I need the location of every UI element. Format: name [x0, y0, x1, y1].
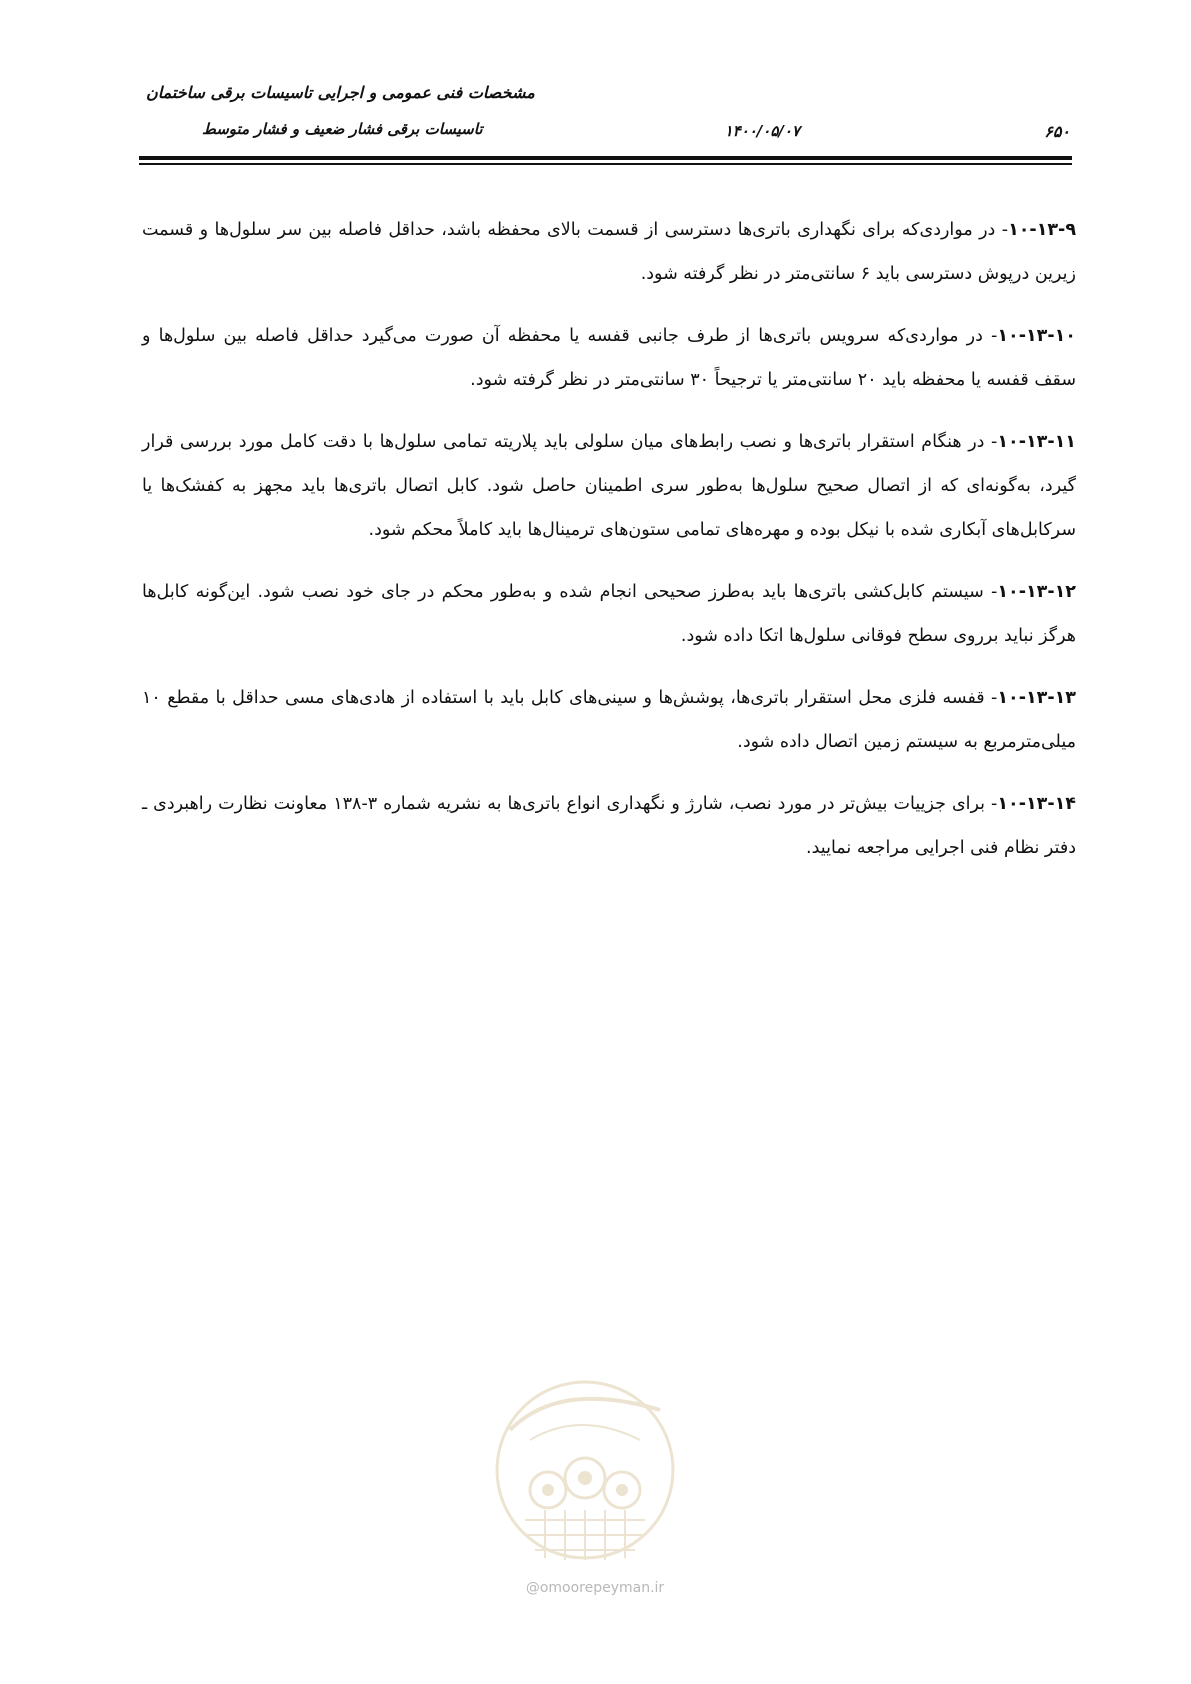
watermark-url: @omoorepeyman.ir [525, 1580, 665, 1596]
clause-text: - در مواردی‌که برای نگهداری باتری‌ها دسترسی از قسمت بالای محفظه باشد، حداقل فاصله بین سر سلول‌ها و قسمت زیرین درپوش دسترسی باید ۶ سانتی‌متر در نظر گرفته شود. [142, 220, 1076, 284]
header-rule-thin [139, 163, 1072, 165]
page-number: ۶۵۰ [1044, 122, 1070, 141]
watermark-logo-icon [490, 1370, 680, 1570]
clause-number: ۱۰-۱۳-۱۱ [997, 432, 1076, 452]
clause-text: - سیستم کابل‌کشی باتری‌ها باید به‌طرز صحیحی انجام شده و به‌طور محکم در جای خود نصب شود. این‌گونه کابل‌ها هرگز نباید برروی سطح فوقانی سلول‌ها اتکا داده شود. [142, 582, 1076, 646]
header-rule-thick [139, 156, 1072, 160]
paragraph-5 [142, 676, 1076, 764]
paragraph-1 [142, 208, 1076, 296]
paragraph-6 [142, 782, 1076, 870]
clause-number: ۱۰-۱۳-۱۲ [997, 582, 1076, 602]
paragraph-3 [142, 420, 1076, 552]
header-subtitle: تاسیسات برقی فشار ضعیف و فشار متوسط [202, 120, 483, 138]
header-row [140, 120, 1070, 148]
clause-number: ۱۰-۱۳-۹ [1008, 220, 1076, 240]
clause-text: - در هنگام استقرار باتری‌ها و نصب رابط‌های میان سلولی باید پلاریته تمامی سلول‌ها با دقت کامل مورد بررسی قرار گیرد، به‌گونه‌ای که از اتصال صحیح سلول‌ها به‌طور سری اطمینان حاصل شود. کابل اتصال باتری‌ها باید مجهز به کفشک‌ها یا سرکابل‌های آبکاری شده با نیکل بوده و مهره‌های تمامی ستون‌های ترمینال‌ها باید کاملاً محکم شود. [142, 432, 1076, 540]
paragraph-4 [142, 570, 1076, 658]
clause-number: ۱۰-۱۳-۱۰ [997, 326, 1076, 346]
clause-number: ۱۰-۱۳-۱۴ [997, 794, 1076, 814]
clause-number: ۱۰-۱۳-۱۳ [997, 688, 1076, 708]
header-title: مشخصات فنی عمومی و اجرایی تاسیسات برقی ساختمان [146, 83, 535, 102]
clause-text: - برای جزییات بیش‌تر در مورد نصب، شارژ و نگهداری انواع باتری‌ها به نشریه شماره ۳-۱۳۸ معاونت نظارت راهبردی ـ دفتر نظام فنی اجرایی مراجعه نمایید. [142, 794, 1076, 858]
clause-text: - در مواردی‌که سرویس باتری‌ها از طرف جانبی قفسه یا محفظه آن صورت می‌گیرد حداقل فاصله بین سلول‌ها و سقف قفسه یا محفظه باید ۲۰ سانتی‌متر یا ترجیحاً ۳۰ سانتی‌متر در نظر گرفته شود. [142, 326, 1076, 390]
clause-text: - قفسه فلزی محل استقرار باتری‌ها، پوشش‌ها و سینی‌های کابل باید با استفاده از هادی‌های مسی حداقل با مقطع ۱۰ میلی‌مترمربع به سیستم زمین اتصال داده شود. [142, 688, 1076, 752]
document-body [142, 208, 1076, 888]
paragraph-2 [142, 314, 1076, 402]
header-date: ۱۴۰۰/۰۵/۰۷ [724, 122, 800, 140]
